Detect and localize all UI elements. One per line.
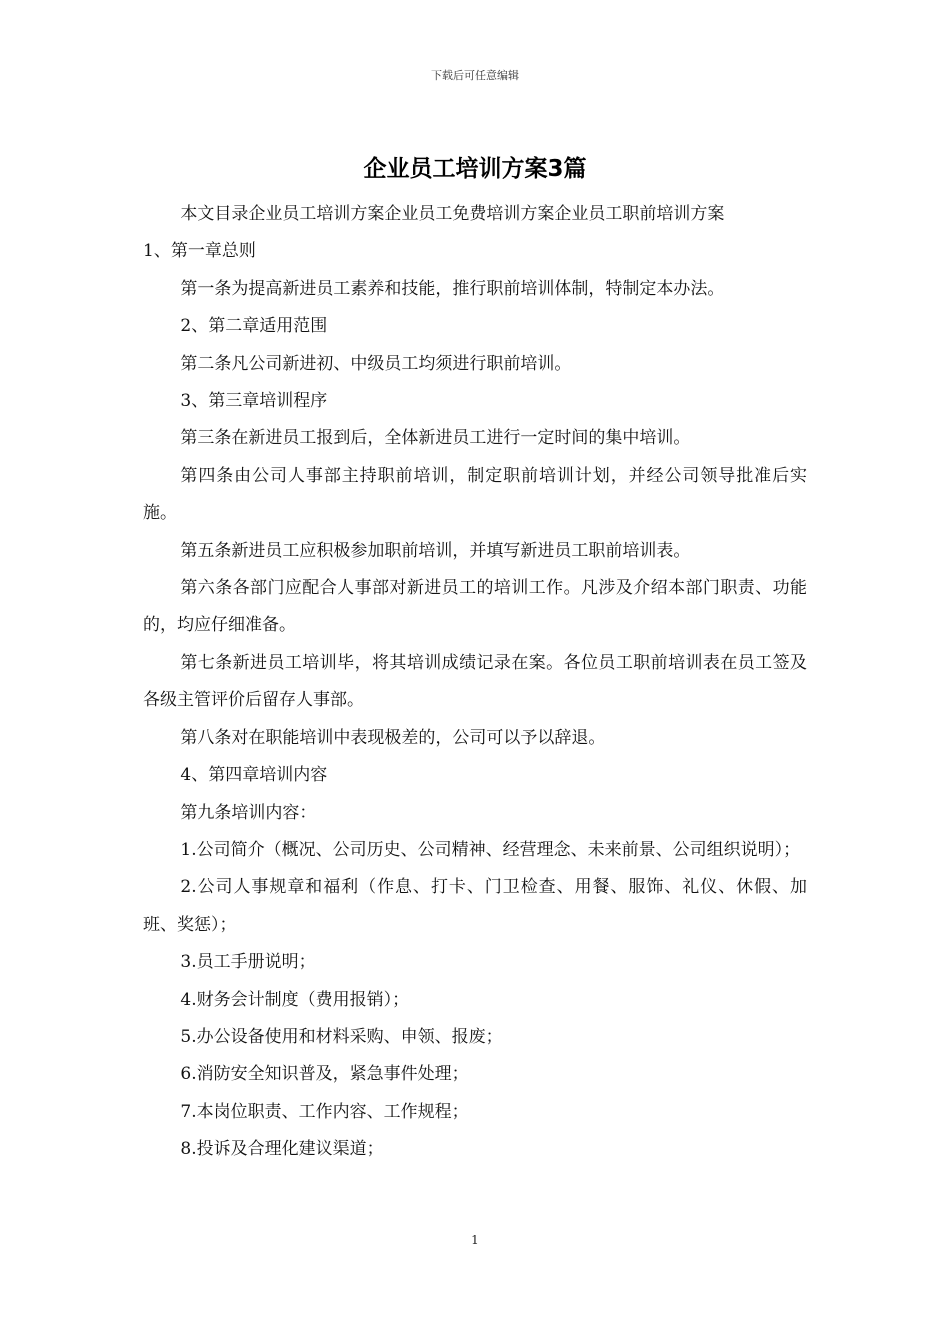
paragraph: 4、第四章培训内容 — [180, 765, 328, 786]
paragraph: 6.消防安全知识普及，紧急事件处理； — [180, 1064, 469, 1085]
paragraph: 3.员工手册说明； — [180, 952, 316, 973]
paragraph: 2、第二章适用范围 — [180, 316, 328, 337]
paragraph: 3、第三章培训程序 — [180, 391, 328, 412]
paragraph: 第五条新进员工应积极参加职前培训，并填写新进员工职前培训表。 — [180, 540, 691, 561]
paragraph: 1.公司简介（概况、公司历史、公司精神、经营理念、未来前景、公司组织说明）； — [180, 839, 801, 860]
page-number: 1 — [471, 1233, 479, 1247]
document-title: 企业员工培训方案3篇 — [363, 156, 587, 182]
paragraph: 第一条为提高新进员工素养和技能，推行职前培训体制，特制定本办法。 — [180, 278, 725, 299]
paragraph: 第八条对在职能培训中表现极差的，公司可以予以辞退。 — [180, 727, 606, 748]
paragraph: 第三条在新进员工报到后，全体新进员工进行一定时间的集中培训。 — [180, 428, 691, 449]
paragraph: 本文目录企业员工培训方案企业员工免费培训方案企业员工职前培训方案 — [180, 204, 725, 224]
paragraph: 第七条新进员工培训毕，将其培训成绩记录在案。各位员工职前培训表在员工签及各级主管评价后留存人事部。 — [143, 652, 807, 711]
paragraph: 8.投诉及合理化建议渠道； — [180, 1139, 384, 1160]
header-note: 下载后可任意编辑 — [431, 69, 519, 82]
paragraph: 2.公司人事规章和福利（作息、打卡、门卫检查、用餐、服饰、礼仪、休假、加班、奖惩）； — [143, 877, 807, 935]
paragraph: 第二条凡公司新进初、中级员工均须进行职前培训。 — [180, 353, 572, 374]
paragraph: 第九条培训内容： — [180, 802, 317, 823]
paragraph: 1、第一章总则 — [143, 241, 256, 262]
paragraph: 4.财务会计制度（费用报销）； — [180, 989, 410, 1010]
paragraph: 第六条各部门应配合人事部对新进员工的培训工作。凡涉及介绍本部门职责、功能的，均应仔细准备。 — [143, 578, 807, 636]
paragraph: 5.办公设备使用和材料采购、申领、报废； — [180, 1026, 503, 1047]
paragraph: 第四条由公司人事部主持职前培训，制定职前培训计划，并经公司领导批准后实施。 — [143, 465, 807, 524]
paragraph: 7.本岗位职责、工作内容、工作规程； — [180, 1101, 469, 1122]
document-body — [143, 196, 807, 1169]
